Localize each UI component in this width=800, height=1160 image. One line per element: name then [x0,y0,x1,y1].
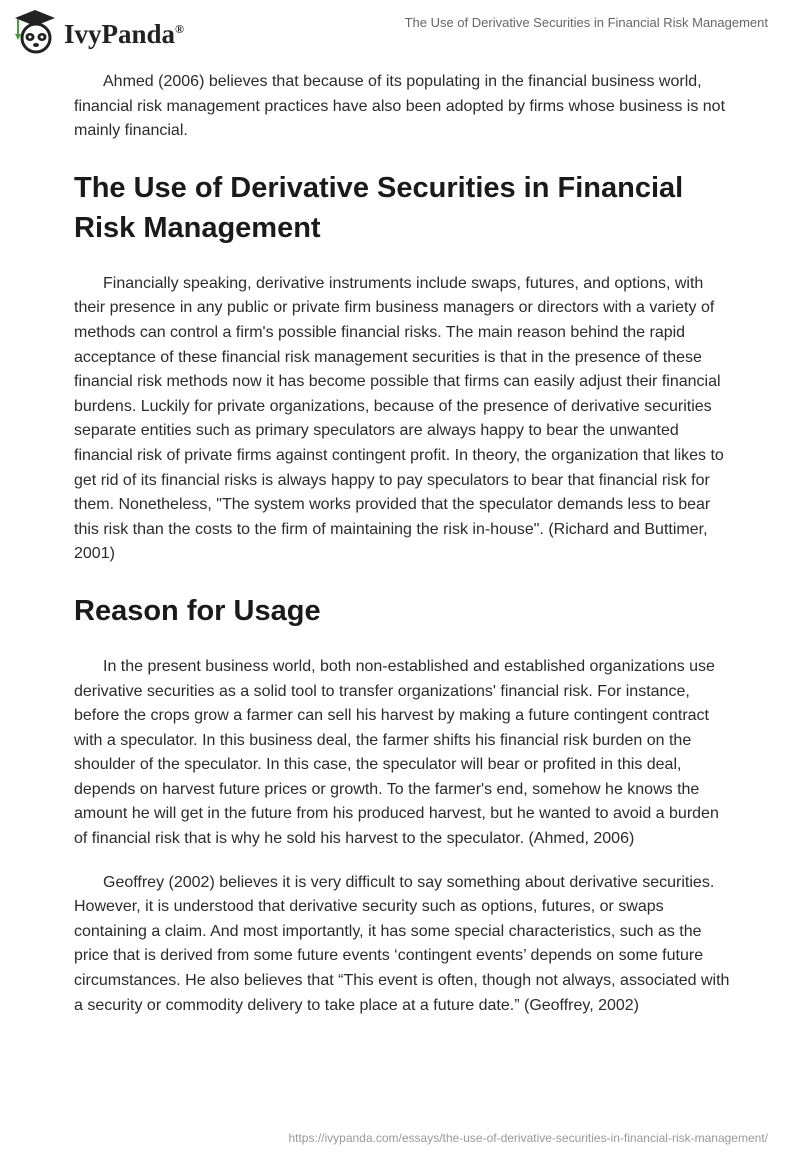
page-header [0,0,800,60]
logo[interactable] [12,8,184,54]
paragraph: In the present business world, both non-established and established organizations use derivative securities as a solid tool to transfer organizations' financial risk. For instance, before the crops grow a farmer can sell his harvest by making a future contingent contract with a speculator. In this business deal, the farmer shifts his financial risk burden on the shoulder of the speculator. In this case, the speculator will bear or profited in this deal, depends on harvest future prices or growth. To the farmer's end, somehow he knows the amount he will get in the future from his produced harvest, but he wanted to avoid a burden of financial risk that is why he sold his harvest to the speculator. (Ahmed, 2006) [74,657,719,848]
intro-paragraph: Ahmed (2006) believes that because of its populating in the financial business world, financial risk management practices have also been adopted by firms whose business is not mainly financial. [74,73,726,140]
paragraph: Geoffrey (2002) believes it is very difficult to say something about derivative securities. However, it is understood that derivative security such as options, futures, or swaps containing a claim. And most importantly, it has some special characteristics, such as the price that is derived from some future events ‘contingent events’ depends on some future circumstances. He also believes that “This event is often, though not always, associated with a security or commodity delivery to take place at a future date.” (Geoffrey, 2002) [74,873,730,1014]
section-heading-derivative-securities: The Use of Derivative Securities in Financial Risk Management [74,171,684,244]
footer-url[interactable]: https://ivypanda.com/essays/the-use-of-derivative-securities-in-financial-risk-management/ [288,1131,768,1145]
paragraph: Financially speaking, derivative instruments include swaps, futures, and options, with their presence in any public or private firm business managers or directors with a variety of methods can control a firm's possible financial risks. The main reason behind the rapid acceptance of these financial risk management securities is that in the presence of these financial risk methods now it has become possible that firms can easily adjust their financial burdens. Luckily for private organizations, because of the presence of derivative securities separate entities such as primary speculators are always happy to bear the unwanted financial risk of private firms against contingent profit. In theory, the organization that likes to get rid of its financial risks is always happy to pay speculators to bear that financial risk for them. Nonetheless, "The system works provided that the speculator demands less to bear this risk than the costs to the firm of maintaining the risk in-house". (Richard and Buttimer, 2001) [74,274,724,563]
document-title: The Use of Derivative Securities in Financial Risk Management [404,15,768,30]
essay-content [74,70,734,1037]
logo-text: IvyPanda® [64,18,185,49]
panda-graduate-icon [12,8,58,54]
section-heading-reason-for-usage: Reason for Usage [74,594,321,627]
